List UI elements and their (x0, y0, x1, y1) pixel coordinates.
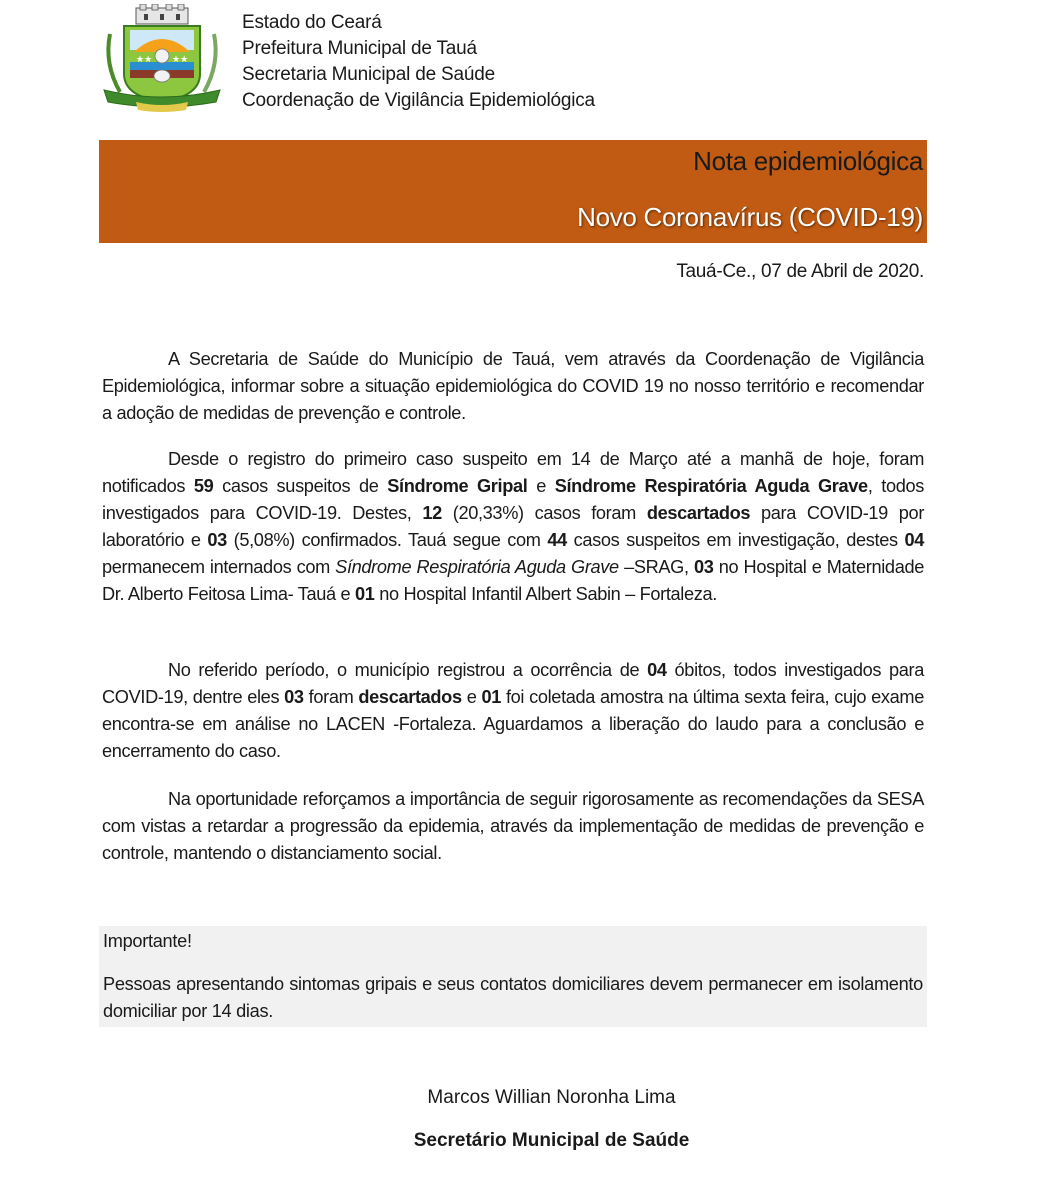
deaths-count: 04 (647, 660, 667, 680)
text-span: no Hospital Infantil Albert Sabin – Fortaleza. (374, 584, 717, 604)
paragraph-cases-text (102, 446, 924, 608)
local-hospital-count: 03 (693, 557, 714, 577)
paragraph-recommendations (102, 786, 924, 867)
municipal-coat-of-arms-icon (100, 4, 224, 112)
text-span: e (527, 476, 555, 496)
paragraph-intro-text: A Secretaria de Saúde do Município de Tauá, vem através da Coordenação de Vigilância Epidemiológica, informar sobre a situação epidemiológica do COVID 19 no nosso território e recomendar a adoção de medidas de prevenção e controle. (102, 349, 924, 423)
text-span: –SRAG, (618, 557, 694, 577)
paragraph-recommendations-text: Na oportunidade reforçamos a importância de seguir rigorosamente as recomendações da SESA com vistas a retardar a progressão da epidemia, através da implementação de medidas de prevenção e controle, mantendo o distanciamento social. (102, 789, 924, 863)
signature-name: Marcos Willian Noronha Lima (427, 1087, 676, 1108)
paragraph-deaths-text (102, 657, 924, 765)
hospitalized-count: 04 (904, 530, 924, 550)
org-coordination: Coordenação de Vigilância Epidemiológica (242, 90, 595, 111)
text-span: óbitos, todos investigados para COVID-19, dentre eles (102, 660, 924, 707)
text-span: Desde o registro do primeiro caso suspeito em 14 de Março até a manhã de hoje, foram notificados (102, 449, 924, 496)
org-state: Estado do Ceará (242, 12, 382, 33)
text-span: permanecem internados com (102, 557, 336, 577)
deaths-pending-count: 01 (481, 687, 501, 707)
paragraph-intro (102, 346, 924, 427)
srag-term: Síndrome Respiratória Aguda Grave (554, 476, 868, 496)
banner-subtitle: Novo Coronavírus (COVID-19) (577, 202, 923, 232)
important-text: Pessoas apresentando sintomas gripais e seus contatos domiciliares devem permanecer em isolamento domiciliar por 14 dias. (103, 974, 923, 1021)
text-span: foi coletada amostra na última sexta feira, cujo exame encontra-se em análise no LACEN -Fortaleza. Aguardamos a liberação do laudo para a conclusão e encerramento do caso. (102, 687, 924, 761)
text-span: (5,08%) confirmados. Tauá segue com (226, 530, 548, 550)
important-notice (99, 926, 927, 1027)
signature-role: Secretário Municipal de Saúde (413, 1130, 690, 1151)
organization-header (242, 10, 595, 114)
fortaleza-hospital-count: 01 (354, 584, 375, 604)
confirmed-count: 03 (207, 530, 227, 550)
text-span: casos suspeitos em investigação, destes (566, 530, 905, 550)
paragraph-cases (102, 446, 924, 608)
text-span: foram (303, 687, 359, 707)
paragraph-deaths (102, 657, 924, 765)
text-span: No referido período, o município registrou a ocorrência de (168, 660, 648, 680)
text-span: casos suspeitos de (213, 476, 388, 496)
text-span: , todos investigados para COVID-19. Destes, (102, 476, 924, 523)
text-span: (20,33%) casos foram (441, 503, 647, 523)
important-heading: Importante! (103, 931, 192, 951)
notified-count: 59 (193, 476, 214, 496)
svg-text:★★: ★★ (172, 54, 189, 64)
discarded-term: descartados (358, 687, 462, 707)
deaths-discarded-count: 03 (284, 687, 304, 707)
discarded-term: descartados (646, 503, 751, 523)
org-secretariat: Secretaria Municipal de Saúde (242, 64, 495, 85)
text-span: e (461, 687, 482, 707)
srag-italic-term: Síndrome Respiratória Aguda Grave (335, 557, 619, 577)
banner-title: Nota epidemiológica (693, 146, 923, 176)
date-line: Tauá-Ce., 07 de Abril de 2020. (676, 261, 924, 282)
sg-term: Síndrome Gripal (387, 476, 528, 496)
investigating-count: 44 (547, 530, 567, 550)
title-banner (99, 140, 927, 243)
text-span: para COVID-19 por laboratório e (102, 503, 925, 550)
org-prefecture: Prefeitura Municipal de Tauá (242, 38, 477, 59)
svg-text:★★: ★★ (136, 54, 153, 64)
text-span: no Hospital e Maternidade Dr. Alberto Feitosa Lima- Tauá e (102, 557, 924, 604)
discarded-count: 12 (422, 503, 442, 523)
